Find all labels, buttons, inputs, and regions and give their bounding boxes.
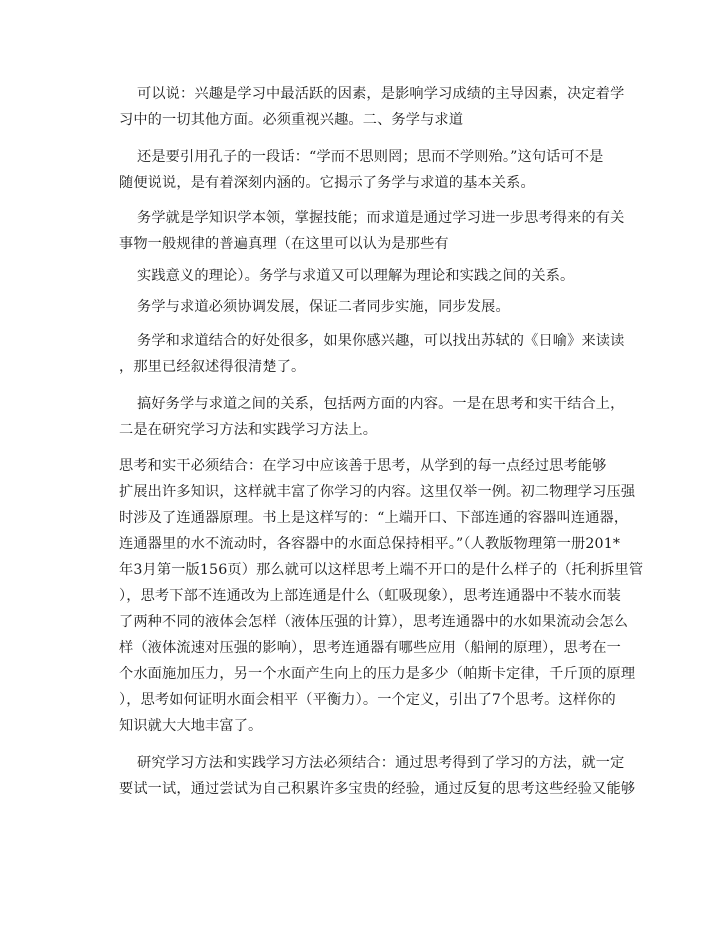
- text-line: ），思考如何证明水面会相平（平衡力）。一个定义，引出了7个思考。这样你的: [119, 692, 616, 708]
- text-line: 可以说：兴趣是学习中最活跃的因素，是影响学习成绩的主导因素，决定着学: [137, 86, 625, 102]
- text-line: 知识就大大地丰富了。: [119, 718, 263, 734]
- text-line: 样（液体流速对压强的影响），思考连通器有哪些应用（船闸的原理），思考在一: [119, 640, 621, 656]
- text-line: 年3月第一版156页）那么就可以这样思考上端不开口的是什么样子的（托利拆里管: [119, 562, 644, 578]
- text-line: 务学与求道必须协调发展，保证二者同步实施，同步发展。: [137, 299, 510, 315]
- text-line: ），思考下部不连通改为上部连通是什么（虹吸现象），思考连通器中不装水而装: [119, 588, 621, 604]
- text-line: 思考和实干必须结合：在学习中应该善于思考，从学到的每一点经过思考能够: [119, 458, 607, 474]
- text-line: 务学和求道结合的好处很多，如果你感兴趣，可以找出苏轼的《日喻》来读读: [137, 333, 625, 349]
- text-line: 连通器里的水不流动时，各容器中的水面总保持相平。”（人教版物理第一册201*: [119, 536, 621, 552]
- text-line: 要试一试，通过尝试为自己积累许多宝贵的经验，通过反复的思考这些经验又能够: [119, 781, 636, 797]
- text-line: 个水面施加压力，另一个水面产生向上的压力是多少（帕斯卡定律，千斤顶的原理: [119, 666, 636, 682]
- text-line: 还是要引用孔子的一段话：“学而不思则罔；思而不学则殆。”这句话可不是: [137, 149, 604, 165]
- text-line: 时涉及了连通器原理。书上是这样写的：“上端开口、下部连通的容器叫连通器，: [119, 510, 629, 526]
- text-line: 研究学习方法和实践学习方法必须结合：通过思考得到了学习的方法，就一定: [137, 755, 625, 771]
- text-line: 随便说说，是有着深刻内涵的。它揭示了务学与求道的基本关系。: [119, 175, 535, 191]
- text-line: ，那里已经叙述得很清楚了。: [119, 359, 306, 375]
- text-line: 事物一般规律的普遍真理（在这里可以认为是那些有: [119, 236, 449, 252]
- text-line: 习中的一切其他方面。必须重视兴趣。二、务学与求道: [119, 112, 464, 128]
- text-line: 搞好务学与求道之间的关系，包括两方面的内容。一是在思考和实干结合上，: [137, 396, 625, 412]
- text-line: 了两种不同的液体会怎样（液体压强的计算），思考连通器中的水如果流动会怎么: [119, 614, 629, 630]
- text-line: 务学就是学知识学本领，掌握技能；而求道是通过学习进一步思考得来的有关: [137, 210, 625, 226]
- text-line: 二是在研究学习方法和实践学习方法上。: [119, 422, 378, 438]
- text-line: 扩展出许多知识，这样就丰富了你学习的内容。这里仅举一例。初二物理学习压强: [119, 484, 636, 500]
- text-line: 实践意义的理论）。务学与求道又可以理解为理论和实践之间的关系。: [137, 268, 575, 284]
